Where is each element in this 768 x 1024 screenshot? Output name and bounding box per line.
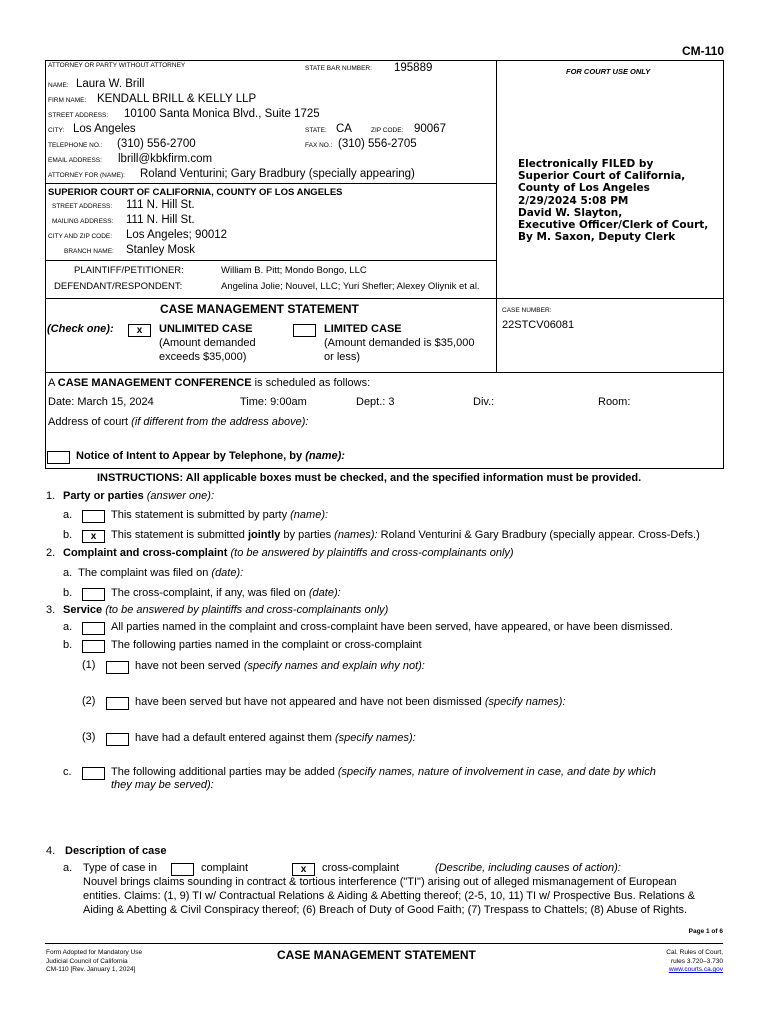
text: (name): [290, 509, 329, 521]
text: is scheduled as follows: [251, 377, 371, 389]
bar-number-label: STATE BAR NUMBER: [305, 65, 372, 72]
item3-b2-num: (2) [82, 695, 96, 707]
filed-stamp-line: Electronically FILED by [518, 158, 654, 170]
text: The following additional parties may be added [111, 766, 338, 778]
item4-a-text: Type of case in [83, 862, 157, 874]
item3-num: 3. [46, 604, 56, 616]
court-street-label: STREET ADDRESS: [52, 203, 113, 210]
footer-left [46, 949, 142, 975]
item1-title [63, 490, 214, 502]
text: Party or parties [63, 490, 144, 502]
court-mailing: 111 N. Hill St. [126, 214, 195, 226]
item3-b1-checkbox[interactable] [106, 661, 129, 674]
name-label: NAME: [48, 82, 69, 89]
item3-title [63, 604, 388, 616]
text: (specify names): [334, 732, 416, 744]
text: (specify names, nature of involvement in case, and date by which [337, 766, 656, 778]
item3-a-letter: a. [63, 621, 73, 633]
footer-left-line: Judicial Council of California [46, 957, 128, 965]
item2-b-letter: b. [63, 587, 73, 599]
item3-b-text: The following parties named in the complaint or cross-complaint [111, 639, 422, 651]
defendant-value: Angelina Jolie; Nouvel, LLC; Yuri Shefler; Alexey Oliynik et al. [221, 281, 480, 292]
text: (date): [211, 567, 244, 579]
attorney-street: 10100 Santa Monica Blvd., Suite 1725 [124, 108, 320, 120]
text: This statement is submitted by party [111, 509, 291, 521]
complaint-checkbox[interactable] [171, 863, 194, 876]
city-label: CITY: [48, 127, 65, 134]
plaintiff-value: William B. Pitt; Mondo Bongo, LLC [221, 265, 367, 276]
attorney-zip: 90067 [414, 123, 446, 135]
conference-intro [48, 377, 370, 389]
text: (answer one): [143, 490, 215, 502]
firm-label: FIRM NAME: [48, 97, 87, 104]
item4-a-letter: a. [63, 862, 73, 874]
street-label: STREET ADDRESS: [48, 112, 109, 119]
text: have not been served [135, 660, 244, 672]
court-branch: Stanley Mosk [126, 244, 196, 256]
text: jointly [247, 529, 281, 541]
item2-b-text [111, 587, 341, 599]
bar-number: 195889 [394, 62, 433, 74]
filed-stamp-line: By M. Saxon, Deputy Clerk [518, 231, 676, 244]
page-number: Page 1 of 6 [688, 928, 723, 935]
form-id: CM-110 [681, 44, 724, 58]
text: Address of court [48, 416, 132, 428]
item1-b-checkbox[interactable]: x [82, 530, 105, 543]
text: have had a default entered against them [135, 732, 335, 744]
item2-title [63, 547, 514, 559]
footer-right-line: rules 3.720–3.730 [670, 957, 723, 965]
item1-a-letter: a. [63, 509, 73, 521]
text: (specify names): [484, 696, 566, 708]
text: a. [63, 567, 73, 579]
footer-title: CASE MANAGEMENT STATEMENT [277, 948, 476, 962]
text: by parties [280, 529, 335, 541]
unlimited-checkbox[interactable]: x [128, 324, 151, 337]
check-one-label: (Check one): [47, 323, 114, 335]
item3-a-text: All parties named in the complaint and cross-complaint have been served, have appeared, or have been dismissed. [111, 621, 673, 633]
instructions: INSTRUCTIONS: All applicable boxes must be checked, and the specified information must be provided. [97, 472, 642, 484]
text: Complaint and cross-complaint [63, 547, 228, 559]
item3-b1-text [135, 660, 425, 672]
item4-title: Description of case [65, 845, 167, 857]
filed-stamp-line: Superior Court of California, [518, 170, 686, 183]
item3-c-hint2: they may be served): [111, 779, 214, 791]
item3-b1-num: (1) [82, 659, 96, 671]
item3-c-text [111, 766, 656, 778]
attorney-city: Los Angeles [73, 123, 136, 135]
state-label: STATE: [305, 127, 327, 134]
filed-stamp [518, 158, 708, 243]
conference-address [48, 416, 308, 428]
text: (to be answered by plaintiffs and cross-complainants only) [102, 604, 389, 616]
item4-num: 4. [46, 845, 56, 857]
item1-b-letter: b. [63, 529, 73, 541]
item3-a-checkbox[interactable] [82, 622, 105, 635]
attorney-for-label: ATTORNEY FOR (NAME): [48, 172, 125, 179]
courts-link[interactable]: www.courts.ca.gov [668, 966, 723, 973]
item3-b3-num: (3) [82, 731, 96, 743]
text: (to be answered by plaintiffs and cross-complainants only) [227, 547, 514, 559]
item2-a-text [63, 567, 243, 579]
limited-sub1: (Amount demanded is $35,000 [324, 337, 475, 349]
case-description-line: entities. Claims: (1, 9) TI w/ Contractual Relations & Aiding & Abetting thereof; (2-5, 10, 11) TI w/ Prospective Bus. Relations & [83, 890, 696, 902]
court-divider [45, 260, 497, 261]
unlimited-sub1: (Amount demanded [159, 337, 256, 349]
item3-c-checkbox[interactable] [82, 767, 105, 780]
phone-label: TELEPHONE NO.: [48, 142, 103, 149]
footer-rule [45, 943, 723, 944]
case-number: 22STCV06081 [502, 319, 575, 331]
item3-b3-checkbox[interactable] [106, 733, 129, 746]
footer-left-line: Form Adopted for Mandatory Use [46, 949, 143, 956]
filed-stamp-line: County of Los Angeles [518, 182, 650, 195]
item2-b-checkbox[interactable] [82, 588, 105, 601]
conference-date: Date: March 15, 2024 [48, 396, 154, 408]
attorney-name: Laura W. Brill [76, 78, 145, 90]
text: (specify names and explain why not): [243, 660, 425, 672]
email-label: EMAIL ADDRESS: [48, 157, 102, 164]
item3-b2-checkbox[interactable] [106, 697, 129, 710]
case-description-line: Aiding & Abetting & Civil Conspiracy thereof; (6) Breach of Duty of Good Faith; (7) Trespass to Chattels; (8) Abuse of Rights. [83, 904, 688, 916]
attorney-fax: (310) 556-2705 [338, 138, 417, 150]
form-title: CASE MANAGEMENT STATEMENT [160, 302, 359, 316]
telephone-notice [76, 450, 345, 462]
attorney-email: lbrill@kbkfirm.com [118, 153, 213, 165]
case-number-label: CASE NUMBER: [502, 307, 552, 314]
text: The complaint was filed on [78, 567, 212, 579]
firm-name: KENDALL BRILL & KELLY LLP [97, 93, 257, 105]
limited-label: LIMITED CASE [324, 323, 402, 335]
footer-right-line: Cal. Rules of Court, [666, 949, 723, 956]
text: (if different from the address above): [131, 416, 309, 428]
court-cityzip-label: CITY AND ZIP CODE: [48, 233, 113, 240]
filed-stamp-line: David W. Slayton, [518, 206, 623, 219]
limited-checkbox[interactable] [293, 324, 316, 337]
conference-div: Div.: [473, 396, 495, 408]
text: Roland Venturini & Gary Bradbury (specially appear. Cross-Defs.) [377, 529, 700, 541]
attorney-divider [45, 183, 497, 184]
footer-right [666, 949, 723, 975]
unlimited-label: UNLIMITED CASE [159, 323, 253, 335]
item3-b2-text [135, 696, 566, 708]
text: The cross-complaint, if any, was filed on [111, 587, 309, 599]
item3-b3-text [135, 732, 416, 744]
text: CASE MANAGEMENT CONFERENCE [57, 377, 252, 389]
filed-stamp-line: 2/29/2024 5:08 PM [518, 194, 629, 207]
cross-complaint-checkbox[interactable]: x [292, 863, 315, 876]
limited-sub2: or less) [324, 351, 361, 363]
item4-hint: (Describe, including causes of action): [435, 862, 621, 874]
telephone-checkbox[interactable] [47, 451, 70, 464]
item3-b-letter: b. [63, 639, 73, 651]
item3-c-letter: c. [63, 766, 72, 778]
defendant-label: DEFENDANT/RESPONDENT: [54, 281, 183, 292]
item2-num: 2. [46, 547, 56, 559]
court-header: SUPERIOR COURT OF CALIFORNIA, COUNTY OF LOS ANGELES [48, 187, 343, 198]
item1-num: 1. [46, 490, 56, 502]
court-use-label: FOR COURT USE ONLY [566, 67, 651, 76]
unlimited-sub2: exceeds $35,000) [159, 351, 247, 363]
text: (date): [308, 587, 341, 599]
text: (names): [334, 529, 378, 541]
case-description-line: Nouvel brings claims sounding in contract & tortious interference ("TI") arising out of alleged mismanagement of European [83, 876, 677, 888]
item1-b-text [111, 529, 700, 541]
plaintiff-label: PLAINTIFF/PETITIONER: [74, 265, 184, 276]
fax-label: FAX NO.: [305, 142, 333, 149]
text: (name): [305, 450, 345, 462]
footer-left-line: CM-110 [Rev. January 1, 2024] [46, 966, 136, 973]
text: Notice of Intent to Appear by Telephone, by [76, 450, 306, 462]
court-mailing-label: MAILING ADDRESS: [52, 218, 114, 225]
caption-divider [496, 60, 497, 372]
complaint-label: complaint [201, 862, 249, 874]
parties-divider [45, 298, 723, 299]
conference-dept: Dept.: 3 [356, 396, 395, 408]
court-cityzip: Los Angeles; 90012 [126, 229, 228, 241]
zip-label: ZIP CODE: [371, 127, 404, 134]
text: Service [63, 604, 103, 616]
attorney-for: Roland Venturini; Gary Bradbury (specially appearing) [140, 168, 415, 180]
item1-a-text [111, 509, 328, 521]
conference-time: Time: 9:00am [240, 396, 307, 408]
text: This statement is submitted [111, 529, 248, 541]
conference-room: Room: [598, 396, 631, 408]
attorney-section-label: ATTORNEY OR PARTY WITHOUT ATTORNEY [48, 62, 186, 69]
filed-stamp-line: Executive Officer/Clerk of Court, [518, 219, 709, 232]
court-street: 111 N. Hill St. [126, 199, 195, 211]
text: A [48, 377, 58, 389]
cross-complaint-label: cross-complaint [322, 862, 400, 874]
item3-b-checkbox[interactable] [82, 640, 105, 653]
item1-a-checkbox[interactable] [82, 510, 105, 523]
text: have been served but have not appeared and have not been dismissed [135, 696, 485, 708]
court-branch-label: BRANCH NAME: [64, 248, 114, 255]
attorney-state: CA [336, 123, 352, 135]
attorney-phone: (310) 556-2700 [117, 138, 196, 150]
